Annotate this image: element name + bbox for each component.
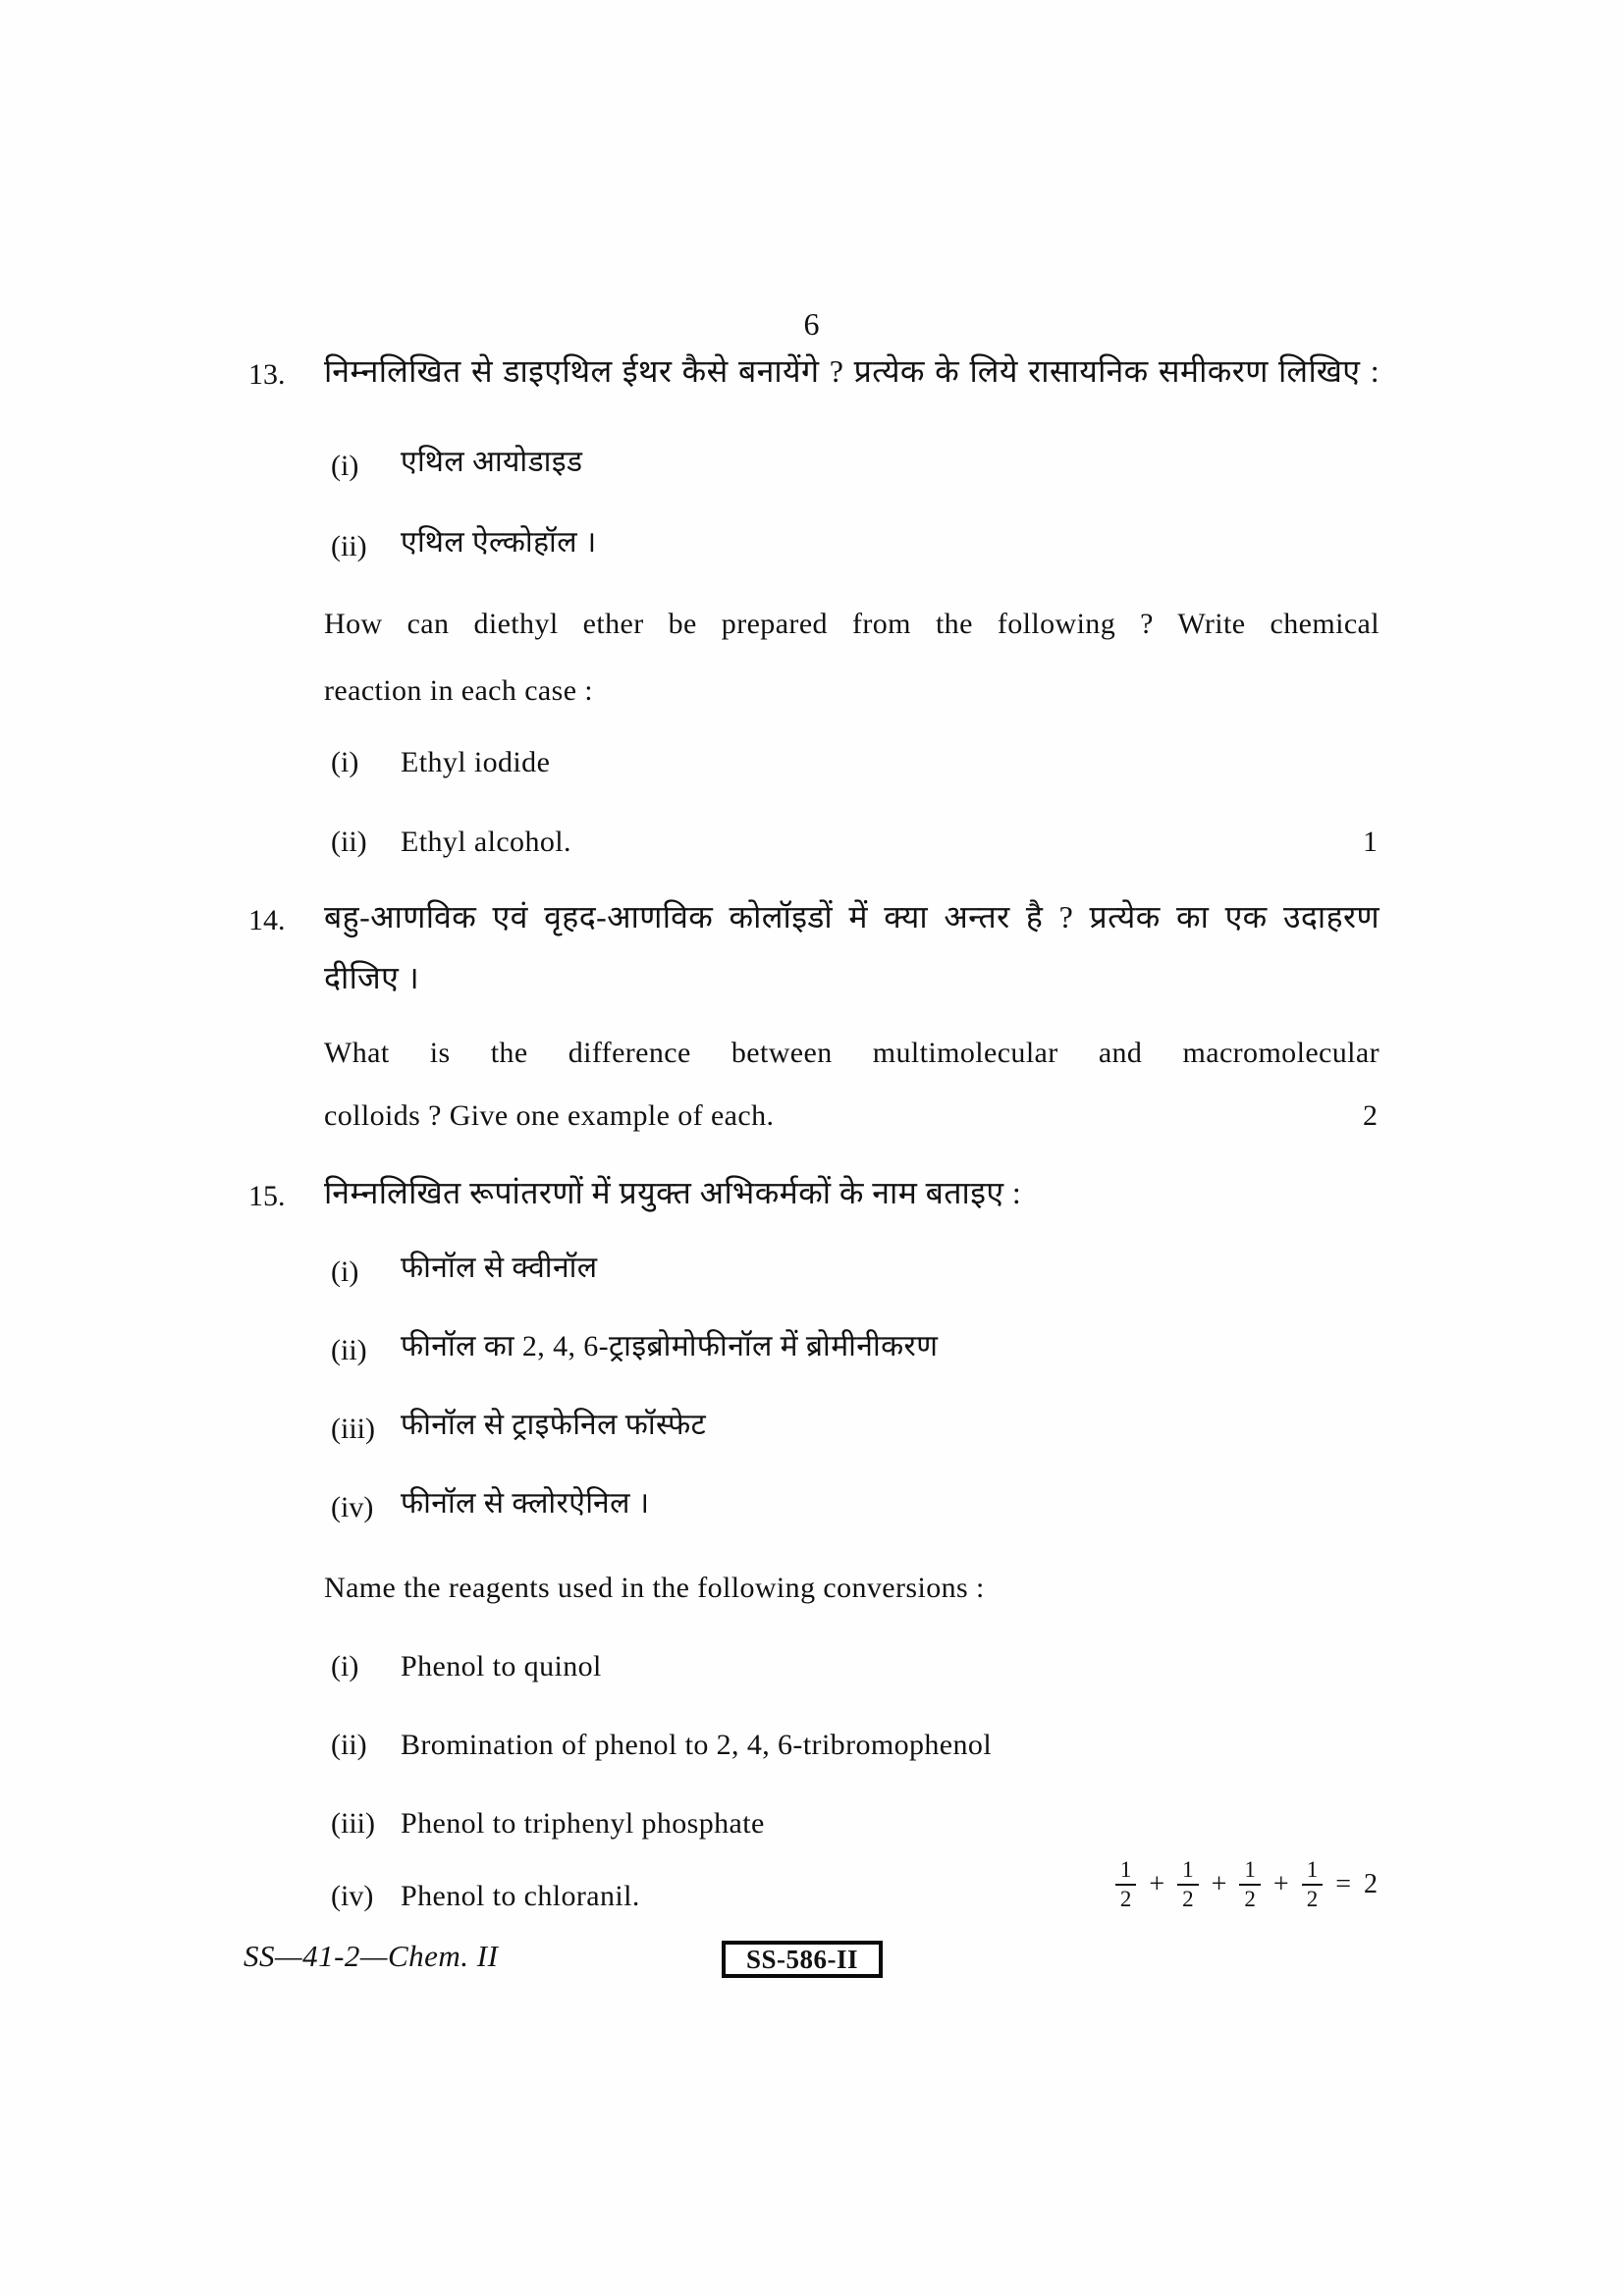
fraction-half — [1177, 1858, 1199, 1911]
q15-hindi-item-iii-label: (iii) — [331, 1413, 375, 1445]
q13-hindi-item-i-text: एथिल आयोडाइड — [401, 446, 583, 478]
q14-english-line2: colloids ? Give one example of each. — [324, 1099, 775, 1132]
fraction-denominator: 2 — [1119, 1887, 1132, 1912]
plus-sign: + — [1211, 1869, 1227, 1900]
question-13-number: 13. — [248, 358, 286, 391]
q15-english-item-i-text: Phenol to quinol — [401, 1650, 602, 1682]
plus-sign: + — [1272, 1869, 1289, 1900]
q14-hindi-line2: दीजिए । — [324, 960, 420, 995]
fraction-half — [1239, 1858, 1261, 1911]
q14-hindi-line1: बहु-आणविक एवं वृहद-आणविक कोलॉइडों में क्या अन्तर है ? प्रत्येक का एक उदाहरण — [324, 899, 1380, 934]
footer-boxed-code: SS-586-II — [745, 1944, 859, 1974]
q15-hindi-item-ii-label: (ii) — [331, 1334, 367, 1366]
page-number: 6 — [803, 306, 820, 342]
q15-english-item-ii-label: (ii) — [331, 1729, 367, 1761]
fraction-numerator: 1 — [1177, 1858, 1199, 1886]
fraction-denominator: 2 — [1306, 1887, 1319, 1912]
q15-hindi-text: निम्नलिखित रूपांतरणों में प्रयुक्त अभिकर्मकों के नाम बताइए : — [324, 1175, 1022, 1210]
q13-english-item-i-text: Ethyl iodide — [401, 746, 551, 778]
q13-hindi-item-ii-label: (ii) — [331, 530, 367, 562]
fraction-numerator: 1 — [1239, 1858, 1261, 1886]
question-13-hindi-text: निम्नलिखित से डाइएथिल ईथर कैसे बनायेंगे ? प्रत्येक के लिये रासायनिक समीकरण लिखिए : — [324, 353, 1380, 389]
fraction-numerator: 1 — [1115, 1858, 1137, 1886]
q13-hindi-item-ii-text: एथिल ऐल्कोहॉल । — [401, 526, 597, 559]
q15-english-text: Name the reagents used in the following conversions : — [324, 1572, 985, 1604]
q15-hindi-item-iii-text: फीनॉल से ट्राइफेनिल फॉस्फेट — [401, 1409, 707, 1441]
q15-english-item-iii-text: Phenol to triphenyl phosphate — [401, 1807, 765, 1840]
q15-english-item-iv-text: Phenol to chloranil. — [401, 1880, 640, 1912]
q15-english-item-iv-label: (iv) — [331, 1880, 374, 1912]
fraction-half — [1115, 1858, 1137, 1911]
q15-english-item-ii-text: Bromination of phenol to 2, 4, 6-tribromophenol — [401, 1729, 993, 1761]
q13-english-line1: How can diethyl ether be prepared from the following ? Write chemical — [324, 608, 1380, 640]
q15-hindi-item-iv-text: फीनॉल से क्लोरऐनिल । — [401, 1487, 650, 1520]
question-15-number: 15. — [248, 1180, 286, 1212]
q15-hindi-item-ii-text: फीनॉल का 2, 4, 6-ट्राइब्रोमोफीनॉल में ब्रोमीनीकरण — [401, 1330, 939, 1362]
q15-marks-expression — [1115, 1858, 1378, 1911]
fraction-denominator: 2 — [1244, 1887, 1256, 1912]
q14-english-line1: What is the difference between multimolecular and macromolecular — [324, 1037, 1380, 1069]
q15-hindi-item-i-text: फीनॉल से क्वीनॉल — [401, 1252, 598, 1284]
marks-total: 2 — [1364, 1869, 1378, 1900]
footer-paper-code: SS—41-2—Chem. II — [243, 1939, 499, 1973]
q13-marks: 1 — [1363, 826, 1378, 858]
q13-english-item-ii-label: (ii) — [331, 826, 367, 858]
footer-code-box — [722, 1941, 883, 1978]
q13-english-item-i-label: (i) — [331, 746, 359, 778]
q13-hindi-item-i-label: (i) — [331, 450, 359, 482]
q13-english-line2: reaction in each case : — [324, 674, 594, 707]
q15-hindi-item-i-label: (i) — [331, 1255, 359, 1288]
plus-sign: + — [1149, 1869, 1165, 1900]
q15-hindi-item-iv-label: (iv) — [331, 1491, 374, 1523]
q14-marks: 2 — [1363, 1099, 1378, 1132]
fraction-half — [1302, 1858, 1324, 1911]
q13-english-item-ii-text: Ethyl alcohol. — [401, 826, 571, 858]
question-14-number: 14. — [248, 904, 286, 936]
q15-english-item-i-label: (i) — [331, 1650, 359, 1682]
equals-sign: = — [1335, 1869, 1351, 1900]
fraction-numerator: 1 — [1302, 1858, 1324, 1886]
q15-english-item-iii-label: (iii) — [331, 1807, 375, 1840]
fraction-denominator: 2 — [1182, 1887, 1194, 1912]
